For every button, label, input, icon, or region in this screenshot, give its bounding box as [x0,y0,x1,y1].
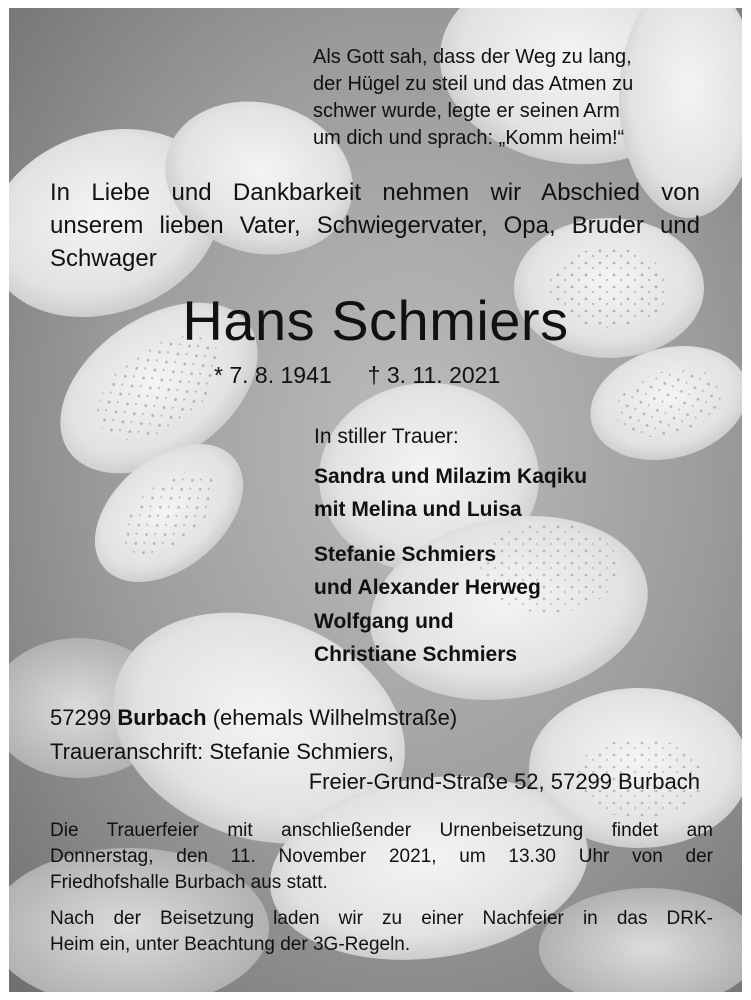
intro-line: In Liebe und Dankbarkeit nehmen wir Abschied von [50,179,700,206]
address-line-2: Traueranschrift: Stefanie Schmiers, [50,739,394,764]
intro-line: Schwager [50,245,157,272]
mourner-line: Sandra und Milazim Kaqiku [314,465,588,488]
farewell-intro [50,176,700,275]
life-dates [214,362,500,389]
mourner-line: mit Melina und Luisa [314,498,522,521]
poem-verse [313,44,633,152]
gathering-info [50,906,713,958]
birth-date: * 7. 8. 1941 [214,362,332,388]
former-address: (ehemals Wilhelmstraße) [212,705,458,730]
town-name: Burbach [117,705,207,730]
ceremony-line: Friedhofshalle Burbach aus statt. [50,872,328,893]
mourner-family [314,538,541,604]
poem-line: um dich und sprach: „Komm heim!“ [313,127,625,149]
mourner-line: und Alexander Herweg [314,576,541,599]
intro-line: unserem lieben Vater, Schwiegervater, Opa, Bruder und [50,212,700,239]
poem-line: schwer wurde, legte er seinen Arm [313,100,620,122]
ceremony-info [50,818,713,896]
deceased-name: Hans Schmiers [182,289,569,352]
poem-line: Als Gott sah, dass der Weg zu lang, [313,46,632,68]
mourner-family [314,460,587,526]
address-line-1 [50,701,457,735]
gathering-line: Nach der Beisetzung laden wir zu einer Nachfeier in das DRK- [50,908,713,929]
mourner-line: Christiane Schmiers [314,643,518,666]
obituary-notice [9,8,742,992]
address-line-3: Freier-Grund-Straße 52, 57299 Burbach [308,769,700,794]
address-block [50,701,457,769]
mourner-family [314,605,517,671]
poem-line: der Hügel zu steil und das Atmen zu [313,73,634,95]
ceremony-line: Die Trauerfeier mit anschließender Urnenbeisetzung findet am [50,820,713,841]
ceremony-line: Donnerstag, den 11. November 2021, um 13.30 Uhr von der [50,846,713,867]
mourner-line: Wolfgang und [314,610,454,633]
mourner-line: Stefanie Schmiers [314,543,497,566]
death-date: † 3. 11. 2021 [367,362,501,388]
mourners-heading: In stiller Trauer: [314,425,459,448]
postal-code: 57299 [50,705,112,730]
gathering-line: Heim ein, unter Beachtung der 3G-Regeln. [50,934,411,955]
